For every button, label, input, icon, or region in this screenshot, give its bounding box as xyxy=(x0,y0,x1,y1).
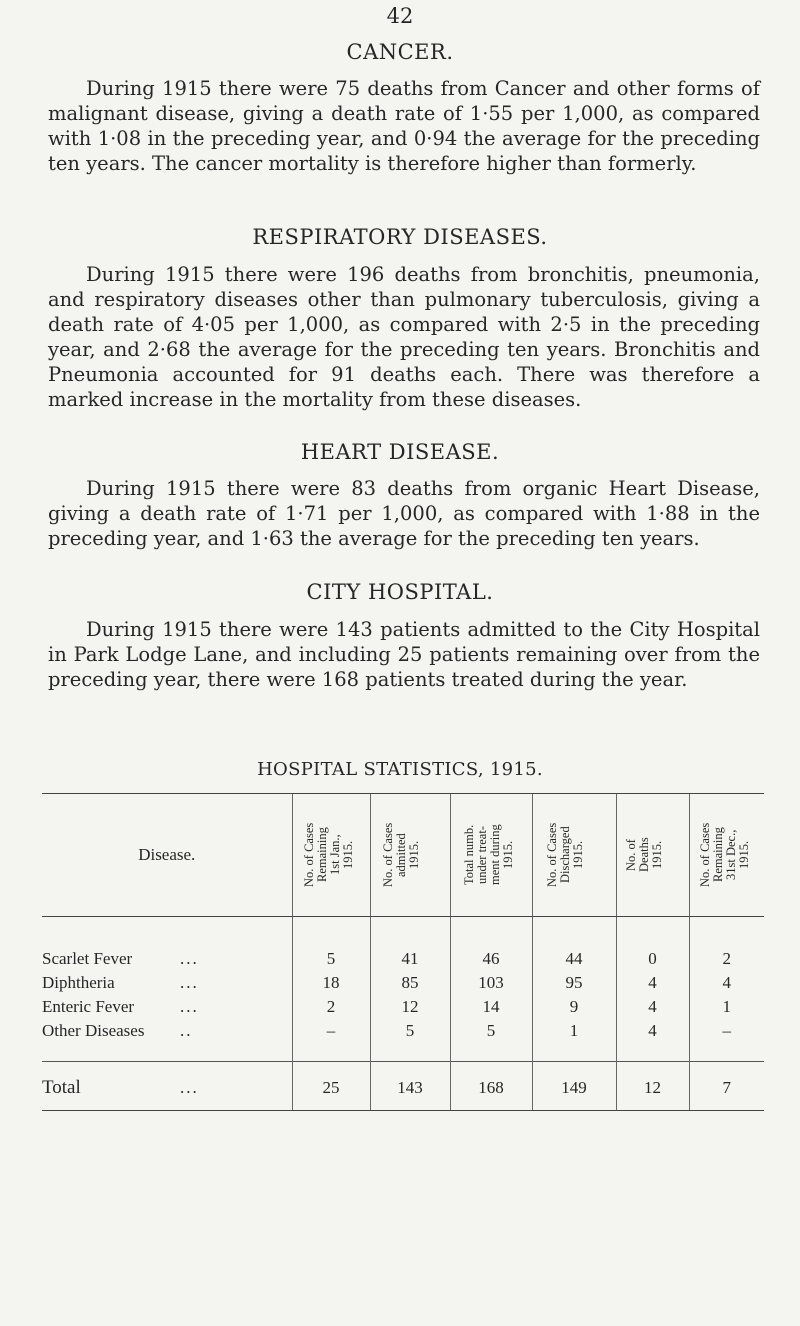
cell-discharged: 95 xyxy=(532,971,616,995)
cell-remaining-start: 5 xyxy=(292,917,370,972)
cell-remaining-end: – xyxy=(689,1019,764,1062)
table-row-scarlet-fever xyxy=(42,917,764,972)
cell-remaining-start: 2 xyxy=(292,995,370,1019)
cell-admitted: 85 xyxy=(370,971,450,995)
header-remaining-start: No. of Cases Remaining 1st Jan., 1915. xyxy=(292,794,370,917)
disease-name: Other Diseases xyxy=(42,1021,145,1040)
cell-remaining-start: – xyxy=(292,1019,370,1062)
table-row-diphtheria xyxy=(42,971,764,995)
table-row-other-diseases xyxy=(42,1019,764,1062)
page-number: 42 xyxy=(386,4,414,28)
header-disease: Disease. xyxy=(42,794,292,917)
cell-admitted: 12 xyxy=(370,995,450,1019)
table-row-enteric-fever xyxy=(42,995,764,1019)
heart-disease-paragraph: During 1915 there were 83 deaths from organic Heart Disease, giving a death rate of 1·71 per 1,000, as compared with 1·88 in the preceding year, and 1·63 the average for the preceding ten years. xyxy=(48,477,760,550)
header-total-treated: Total numb. under treat- ment during 1915. xyxy=(450,794,532,917)
respiratory-heading: RESPIRATORY DISEASES. xyxy=(252,225,548,249)
table-row-total xyxy=(42,1062,764,1111)
leader-dots: ... xyxy=(180,1078,199,1097)
cell-remaining-end: 4 xyxy=(689,971,764,995)
disease-name: Diphtheria xyxy=(42,973,115,992)
cell-remaining-end: 2 xyxy=(689,917,764,972)
cell-discharged: 44 xyxy=(532,917,616,972)
cell-deaths: 4 xyxy=(616,971,689,995)
cell-deaths: 0 xyxy=(616,917,689,972)
header-deaths: No. of Deaths 1915. xyxy=(616,794,689,917)
cell-deaths: 4 xyxy=(616,995,689,1019)
cell-total: 46 xyxy=(450,917,532,972)
cell-discharged: 9 xyxy=(532,995,616,1019)
total-remaining-start: 25 xyxy=(292,1062,370,1111)
total-deaths: 12 xyxy=(616,1062,689,1111)
header-discharged: No. of Cases Discharged 1915. xyxy=(532,794,616,917)
cell-total: 14 xyxy=(450,995,532,1019)
hospital-statistics-table xyxy=(42,793,764,1111)
total-admitted: 143 xyxy=(370,1062,450,1111)
leader-dots: ... xyxy=(180,949,199,968)
cell-remaining-end: 1 xyxy=(689,995,764,1019)
leader-dots: ... xyxy=(180,973,199,992)
header-remaining-end: No. of Cases Remaining 31st Dec., 1915. xyxy=(689,794,764,917)
disease-name: Scarlet Fever xyxy=(42,949,133,968)
leader-dots: .. xyxy=(180,1021,193,1040)
city-hospital-heading: CITY HOSPITAL. xyxy=(306,580,494,604)
cell-admitted: 5 xyxy=(370,1019,450,1062)
disease-name: Enteric Fever xyxy=(42,997,135,1016)
total-total: 168 xyxy=(450,1062,532,1111)
total-label: Total xyxy=(42,1077,81,1098)
cell-remaining-start: 18 xyxy=(292,971,370,995)
city-hospital-paragraph: During 1915 there were 143 patients admitted to the City Hospital in Park Lodge Lane, and including 25 patients remaining over from the preceding year, there were 168 patients treated during the year. xyxy=(48,618,760,691)
total-remaining-end: 7 xyxy=(689,1062,764,1111)
table-header-row xyxy=(42,794,764,917)
header-admitted: No. of Cases admitted 1915. xyxy=(370,794,450,917)
cell-total: 103 xyxy=(450,971,532,995)
cancer-heading: CANCER. xyxy=(346,40,454,64)
heart-disease-heading: HEART DISEASE. xyxy=(300,440,500,464)
respiratory-paragraph: During 1915 there were 196 deaths from bronchitis, pneumonia, and respiratory diseases other than pulmonary tuberculosis, giving a death rate of 4·05 per 1,000, as compared with 2·5 in the preceding year, and 2·68 the average for the preceding ten years. Bronchitis and Pneumonia accounted for 91 deaths each. There was therefore a marked increase in the mortality from these diseases. xyxy=(48,263,760,411)
cancer-paragraph: During 1915 there were 75 deaths from Cancer and other forms of malignant disease, giving a death rate of 1·55 per 1,000, as compared with 1·08 in the preceding year, and 0·94 the average for the preceding ten years. The cancer mortality is therefore higher than formerly. xyxy=(48,77,760,175)
cell-discharged: 1 xyxy=(532,1019,616,1062)
total-discharged: 149 xyxy=(532,1062,616,1111)
cell-admitted: 41 xyxy=(370,917,450,972)
cell-total: 5 xyxy=(450,1019,532,1062)
hospital-statistics-title: HOSPITAL STATISTICS, 1915. xyxy=(257,759,543,780)
leader-dots: ... xyxy=(180,997,199,1016)
cell-deaths: 4 xyxy=(616,1019,689,1062)
